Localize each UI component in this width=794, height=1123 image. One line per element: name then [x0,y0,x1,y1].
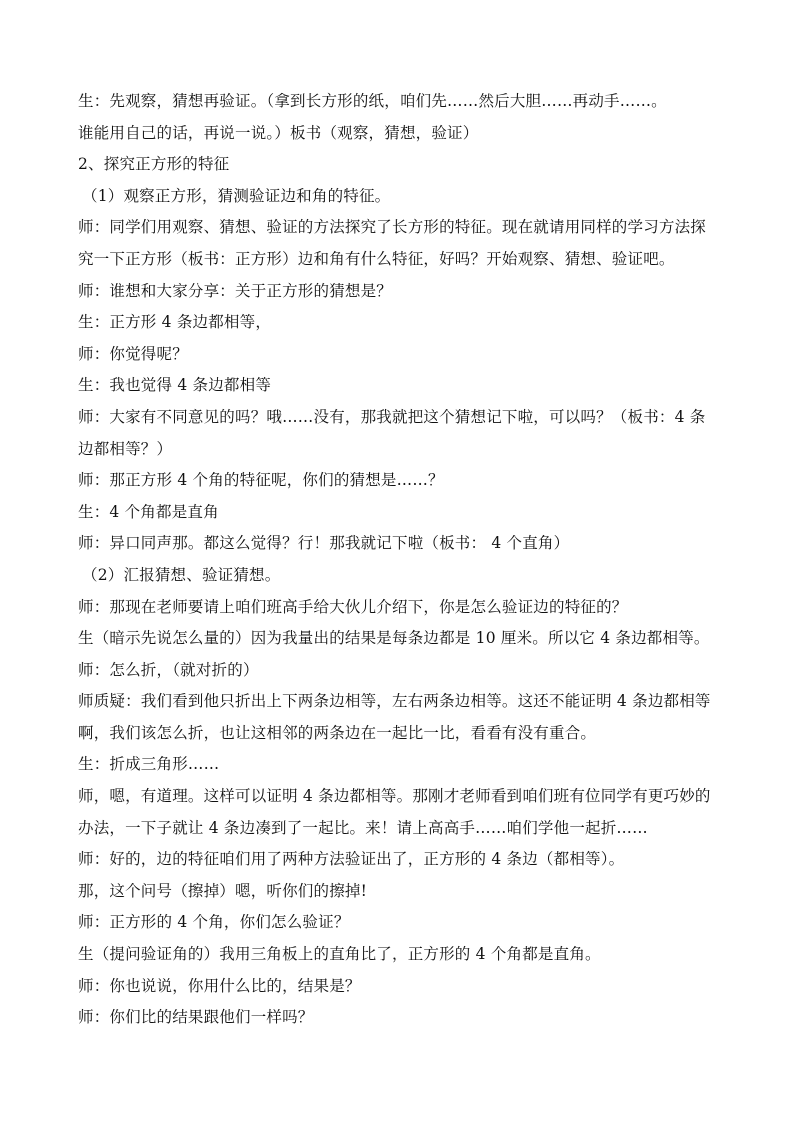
text-line: 师：你们比的结果跟他们一样吗？ [78,1008,314,1027]
text-line: 啊，我们该怎么折，也让这相邻的两条边在一起比一比，看看有没有重合。 [78,723,597,742]
text-line: 师：好的，边的特征咱们用了两种方法验证出了，正方形的 4 条边（都相等）。 [78,850,625,869]
text-line: 生（暗示先说怎么量的）因为我量出的结果是每条边都是 10 厘米。所以它 4 条边都相等。 [78,629,710,648]
text-line: 生：我也觉得 4 条边都相等 [78,376,272,395]
text-line: 师：异口同声那。都这么觉得？行！那我就记下啦（板书： 4 个直角） [78,534,570,553]
text-line: 师：大家有不同意见的吗？哦……没有，那我就把这个猜想记下啦，可以吗？（板书：4 条 [78,407,706,426]
text-line: 师质疑：我们看到他只折出上下两条边相等，左右两条边相等。这还不能证明 4 条边都相等 [78,692,711,711]
text-line: 师：你觉得呢？ [78,344,188,363]
text-line: 师：谁想和大家分享：关于正方形的猜想是？ [78,281,393,300]
text-line: 师：怎么折，（就对折的） [78,660,259,679]
subsection-heading: （1）观察正方形，猜测验证边和角的特征。 [82,186,391,205]
text-line: 生：正方形 4 条边都相等， [78,313,272,332]
text-line: 师：那现在老师要请上咱们班高手给大伙儿介绍下，你是怎么验证边的特征的？ [78,597,628,616]
subsection-heading: （2）汇报猜想、验证猜想。 [82,565,281,584]
text-line: 谁能用自己的话，再说一说。）板书（观察，猜想，验证） [78,123,479,142]
document-body [78,86,718,1034]
text-line: 生：4 个角都是直角 [78,502,219,521]
section-heading: 2、探究正方形的特征 [78,155,230,174]
text-line: 师：那正方形 4 个角的特征呢，你们的猜想是……？ [78,471,444,490]
text-line: 生：折成三角形…… [78,755,220,774]
text-line: 究一下正方形（板书：正方形）边和角有什么特征，好吗？开始观察、猜想、验证吧。 [78,249,675,268]
text-line: 师：同学们用观察、猜想、验证的方法探究了长方形的特征。现在就请用同样的学习方法探 [78,218,707,237]
text-line: 生（提问验证角的）我用三角板上的直角比了，正方形的 4 个角都是直角。 [78,945,601,964]
text-line: 生：先观察，猜想再验证。（拿到长方形的纸，咱们先……然后大胆……再动手……。 [78,92,667,110]
text-line: 边都相等？） [78,439,173,458]
text-line: 师，嗯，有道理。这样可以证明 4 条边都相等。那刚才老师看到咱们班有位同学有更巧妙的 [78,787,711,806]
text-line: 师：正方形的 4 个角，你们怎么验证？ [78,913,350,932]
text-line: 那，这个问号（擦掉）嗯，听你们的擦掉! [78,881,368,900]
text-line: 办法，一下子就让 4 条边凑到了一起比。来！请上高高手……咱们学他一起折…… [78,818,648,837]
text-line: 师：你也说说，你用什么比的，结果是？ [78,976,361,995]
